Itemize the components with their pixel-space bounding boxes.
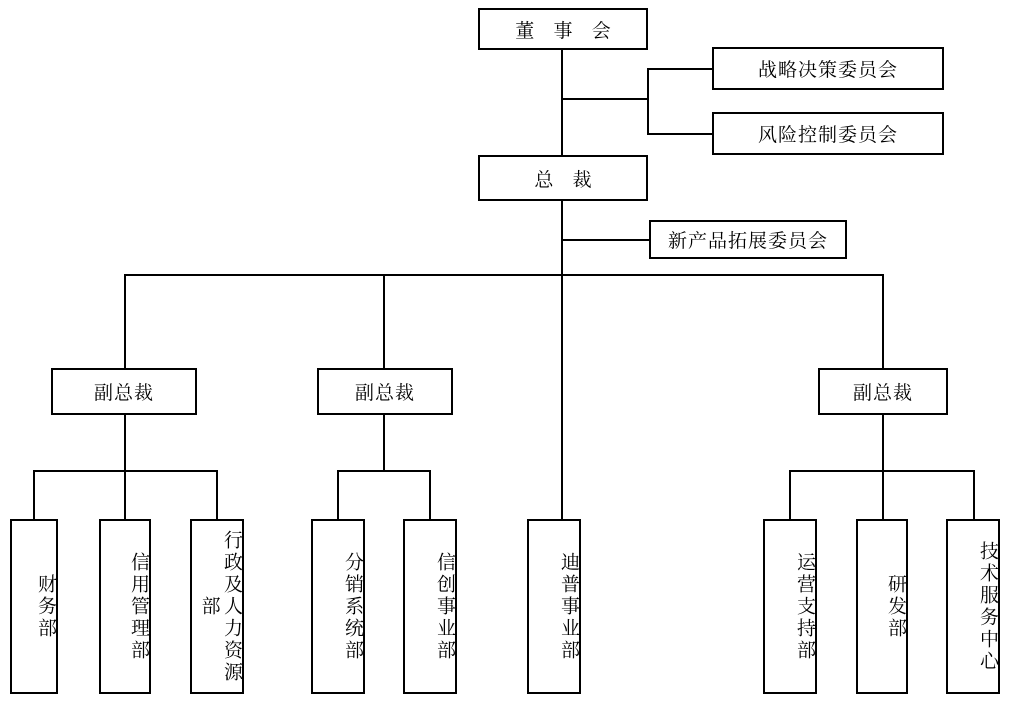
connector-operation-drop	[789, 470, 791, 520]
node-risk-committee[interactable]: 风险控制委员会	[712, 112, 944, 155]
node-president[interactable]: 总 裁	[478, 155, 648, 201]
connector-vp2-stem	[383, 414, 385, 472]
connector-tech-service-drop	[973, 470, 975, 520]
connector-vp3-stem	[882, 414, 884, 472]
connector-to-new-product-committee	[561, 239, 651, 241]
connector-vp2-drop	[383, 274, 385, 369]
connector-vp1-stem	[124, 414, 126, 472]
connector-board-to-president	[561, 48, 563, 156]
connector-finance-drop	[33, 470, 35, 520]
connector-president-spine	[561, 200, 563, 522]
connector-board-to-committee-bus	[561, 98, 649, 100]
node-board[interactable]: 董 事 会	[478, 8, 648, 50]
connector-vp-bus	[124, 274, 884, 276]
node-new-product-committee[interactable]: 新产品拓展委员会	[649, 220, 847, 259]
connector-credit-drop	[124, 470, 126, 520]
connector-vp3-drop	[882, 274, 884, 369]
node-admin-hr-dept[interactable]: 行政及人力资源部	[190, 519, 244, 694]
node-tech-service-center[interactable]: 技术服务中心	[946, 519, 1000, 694]
connector-committee-bus	[647, 68, 649, 134]
node-strategy-committee[interactable]: 战略决策委员会	[712, 47, 944, 90]
connector-xinchuang-drop	[429, 470, 431, 520]
node-operation-support-dept[interactable]: 运营支持部	[763, 519, 817, 694]
connector-vp2-child-bus	[337, 470, 430, 472]
node-dipu-dept[interactable]: 迪普事业部	[527, 519, 581, 694]
node-credit-dept[interactable]: 信用管理部	[99, 519, 151, 694]
node-xinchuang-dept[interactable]: 信创事业部	[403, 519, 457, 694]
connector-admin-hr-drop	[216, 470, 218, 520]
connector-rd-drop	[882, 470, 884, 520]
connector-distribution-drop	[337, 470, 339, 520]
connector-to-risk-committee	[647, 133, 713, 135]
connector-vp1-drop	[124, 274, 126, 369]
node-rd-dept[interactable]: 研发部	[856, 519, 908, 694]
node-vp-3[interactable]: 副总裁	[818, 368, 948, 415]
node-vp-2[interactable]: 副总裁	[317, 368, 453, 415]
node-finance-dept[interactable]: 财务部	[10, 519, 58, 694]
node-vp-1[interactable]: 副总裁	[51, 368, 197, 415]
connector-to-strategy-committee	[647, 68, 713, 70]
node-distribution-dept[interactable]: 分销系统部	[311, 519, 365, 694]
